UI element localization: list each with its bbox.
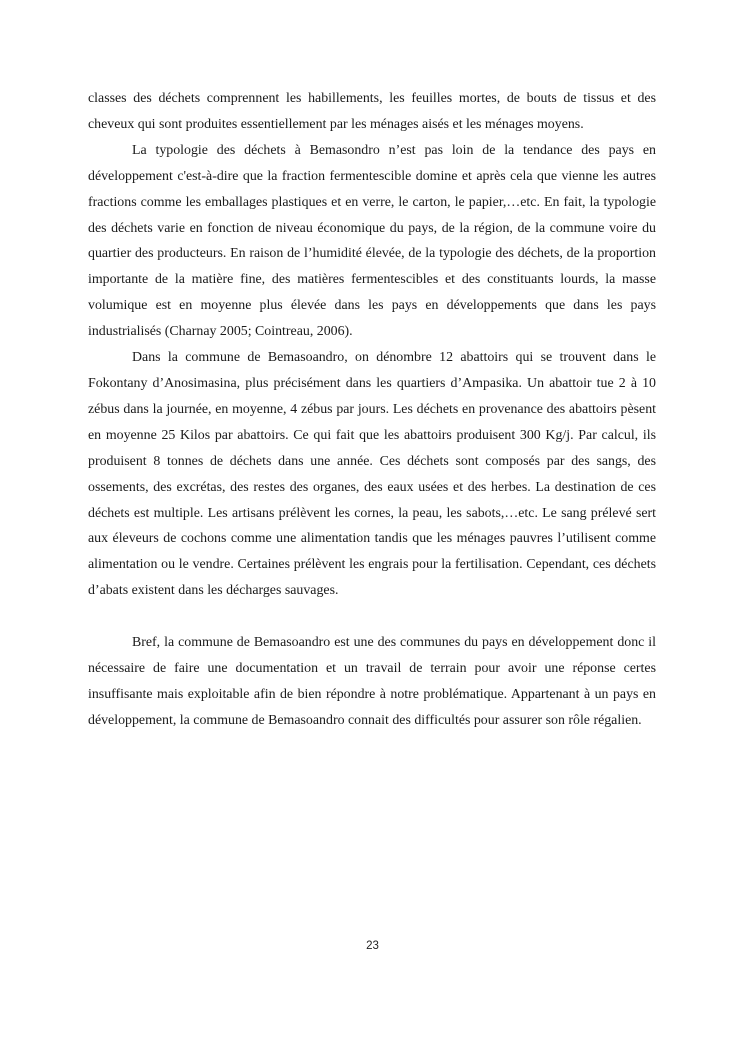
paragraph-waste-typology: La typologie des déchets à Bemasondro n’est pas loin de la tendance des pays en développement c'est-à-dire que la fraction fermentescible domine et après cela que vienne les autres fractions comme les emballages plastiques et en verre, le carton, le papier,…etc. En fait, la typologie des déchets varie en fonction de niveau économique du pays, de la région, de la commune voire du quartier des producteurs. En raison de l’humidité élevée, de la typologie des déchets, de la proportion importante de la matière fine, des matières fermentescibles et des constituants lourds, la masse volumique est en moyenne plus élevée dans les pays en développements que dans les pays industrialisés (Charnay 2005; Cointreau, 2006). [88, 142, 656, 340]
paragraph-conclusion: Bref, la commune de Bemasoandro est une des communes du pays en développement donc il nécessaire de faire une documentation et un travail de terrain pour avoir une réponse certes insuffisante mais exploitable afin de bien répondre à notre problématique. Appartenant à un pays en développement, la commune de Bemasoandro connait des difficultés pour assurer son rôle régalien. [88, 635, 656, 728]
page-number: 23 [366, 940, 379, 952]
page-body [88, 86, 656, 734]
paragraph-slaughterhouses: Dans la commune de Bemasoandro, on dénombre 12 abattoirs qui se trouvent dans le Fokontany d’Anosimasina, plus précisément dans les quartiers d’Ampasika. Un abattoir tue 2 à 10 zébus dans la journée, en moyenne, 4 zébus par jours. Les déchets en provenance des abattoirs pèsent en moyenne 25 Kilos par abattoirs. Ce qui fait que les abattoirs produisent 300 Kg/j. Par calcul, ils produisent 8 tonnes de déchets dans une année. Ces déchets sont composés par des sangs, des ossements, des excrétas, des restes des organes, des eaux usées et des herbes. La destination de ces déchets est multiple. Les artisans prélèvent les cornes, la peau, les sabots,…etc. Le sang prélevé sert aux éleveurs de cochons comme une alimentation tandis que les ménages pauvres l’utilisent comme alimentation ou le vendre. Certaines prélèvent les engrais pour la fertilisation. Cependant, ces déchets d’abats existent dans les décharges sauvages. [88, 350, 656, 599]
paragraph-spacer [88, 604, 656, 630]
paragraph-continuation: classes des déchets comprennent les habillements, les feuilles mortes, de bouts de tissus et des cheveux qui sont produites essentiellement par les ménages aisés et les ménages moyens. [88, 91, 656, 132]
